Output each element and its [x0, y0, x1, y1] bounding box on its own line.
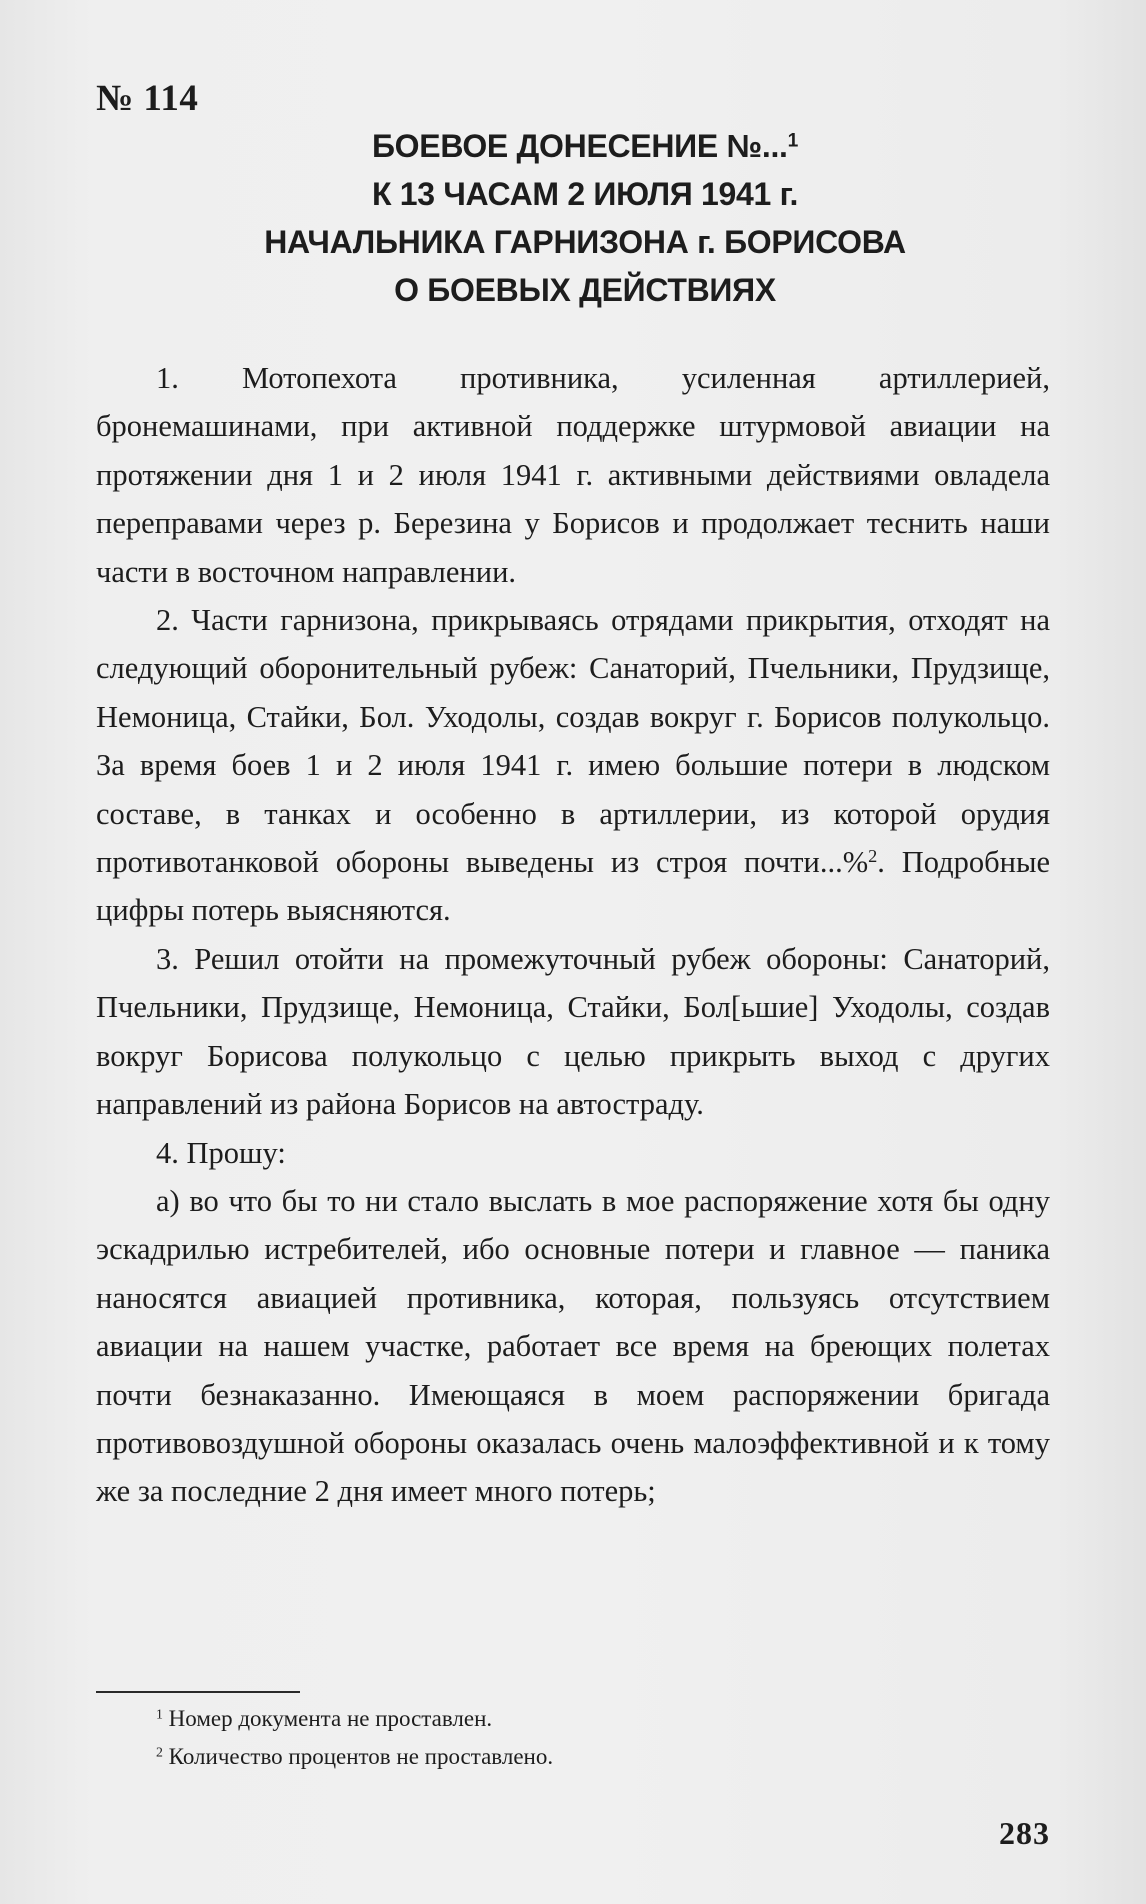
footnote-mark-2: 2 — [156, 1744, 163, 1760]
footnote-ref-1: 1 — [787, 130, 799, 152]
document-heading — [180, 122, 990, 314]
footnote-mark-1: 1 — [156, 1706, 163, 1722]
paragraph-1: 1. Мотопехота противника, усиленная артиллерией, бронемашинами, при активной поддержке штурмовой авиации на протяжении дня 1 и 2 июля 1941 г. активными действиями овладела переправами через р. Березина у Борисов и продолжает теснить наши части в восточном направлении. — [96, 361, 1050, 589]
document-body — [96, 354, 1050, 1516]
heading-line-1: БОЕВОЕ ДОНЕСЕНИЕ №...$^1$ — [371, 128, 799, 164]
document-number: № 114 — [96, 78, 199, 119]
paragraph-4: 4. Прошу: — [156, 1135, 286, 1170]
footnote-divider — [96, 1691, 300, 1693]
footnote-1: $^1$ Номер документа не проставлен. — [156, 1706, 493, 1731]
paragraph-3: 3. Решил отойти на промежуточный рубеж обороны: Санаторий, Пчельники, Прудзище, Немоница, Стайки, Бол[ьшие] Уходолы, создав вокруг Борисова полукольцо с целью прикрыть выход с других направлений из района Борисов на автостраду. — [96, 941, 1050, 1122]
heading-line-3: НАЧАЛЬНИКА ГАРНИЗОНА г. БОРИСОВА — [264, 224, 906, 260]
footnote-ref-2: 2 — [868, 846, 878, 866]
heading-line-4: О БОЕВЫХ ДЕЙСТВИЯХ — [394, 272, 776, 308]
page-number: 283 — [999, 1815, 1050, 1851]
footnotes — [156, 1700, 553, 1776]
paragraph-4a: а) во что бы то ни стало выслать в мое распоряжение хотя бы одну эскадрилью истребителей, ибо основные потери и главное — паника наносятся авиацией противника, которая, пользуясь отсутствием авиации на нашем участке, работает все время на бреющих полетах почти безнаказанно. Имеющаяся в моем распоряжении бригада противовоздушной обороны оказалась очень малоэффективной и к тому же за последние 2 дня имеет много потерь; — [96, 1183, 1050, 1509]
footnote-2: $^2$ Количество процентов не проставлено. — [156, 1744, 554, 1769]
paragraph-2: 2. Части гарнизона, прикрываясь отрядами прикрытия, отходят на следующий оборонительный рубеж: Санаторий, Пчельники, Прудзище, Немоница, Стайки, Бол. Уходолы, создав вокруг г. Борисов полукольцо. За время боев 1 и 2 июля 1941 г. имею большие потери в людском составе, в танках и особенно в артиллерии, из которой орудия противотанковой обороны выведены из строя почти...%$^2$. Подробные цифры потерь выясняются. — [96, 603, 1050, 928]
heading-line-2: К 13 ЧАСАМ 2 ИЮЛЯ 1941 г. — [371, 176, 799, 212]
